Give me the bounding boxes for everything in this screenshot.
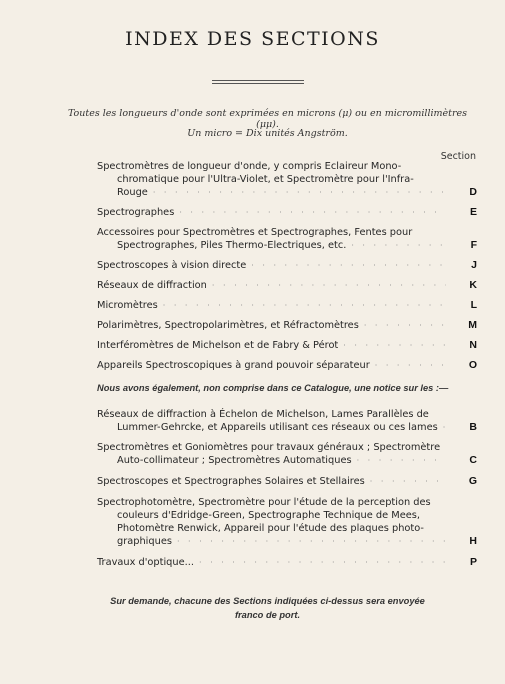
section-letter: O: [468, 359, 477, 371]
entry-text-line: Spectromètres et Goniomètres pour travaux généraux ; Spectromètre: [97, 442, 441, 453]
entry-text-line: Spectroscopes et Spectrographes Solaires et Stellaires: [97, 476, 365, 487]
footer-note: [60, 594, 475, 622]
dot-leader: [357, 454, 446, 467]
index-entry: [97, 259, 477, 272]
section-index-list: [97, 160, 477, 372]
section-letter: K: [469, 279, 477, 291]
index-entry: [97, 206, 477, 219]
footer-line-2: franco de port.: [234, 610, 301, 620]
entry-text-line: Réseaux de diffraction: [97, 280, 207, 291]
units-note: Toutes les longueurs d'onde sont exprimées en microns (μ) ou en micromillimètres (μμ).: [67, 108, 468, 130]
dot-leader: [251, 259, 446, 272]
entry-text-line: Spectroscopes à vision directe: [97, 260, 247, 271]
section-letter: M: [468, 319, 477, 331]
dot-leader: [163, 299, 446, 312]
entry-text-line: couleurs d'Edridge-Green, Spectrographe Technique de Mees,: [117, 510, 420, 521]
dot-leader: [179, 206, 446, 219]
entry-text-line: Travaux d'optique...: [97, 557, 194, 568]
section-letter: G: [468, 475, 477, 487]
index-entry: [97, 475, 477, 488]
section-letter: D: [469, 186, 477, 198]
dot-leader: [177, 535, 446, 548]
entry-text-line: graphiques: [117, 536, 172, 547]
dot-leader: [375, 359, 446, 372]
index-entry: [97, 226, 477, 252]
index-entry: [97, 339, 477, 352]
section-letter: N: [469, 339, 477, 351]
section-letter: B: [469, 421, 477, 433]
section-letter: H: [469, 535, 477, 547]
entry-text-line: Photomètre Renwick, Appareil pour l'étude des plaques photo-: [117, 523, 424, 534]
section-letter: F: [470, 239, 477, 251]
index-entry: [97, 319, 477, 332]
entry-text-line: Spectromètres de longueur d'onde, y compris Eclaireur Mono-: [97, 161, 402, 172]
entry-text-line: Rouge: [117, 187, 148, 198]
dot-leader: [370, 475, 446, 488]
section-letter: C: [469, 454, 477, 466]
entry-text-line: chromatique pour l'Ultra-Violet, et Spectromètre pour l'Infra-: [117, 174, 414, 185]
angstrom-note: Un micro = Dix unités Angström.: [187, 128, 348, 139]
entry-text-line: Polarimètres, Spectropolarimètres, et Réfractomètres: [97, 320, 359, 331]
entry-text-line: Interféromètres de Michelson et de Fabry & Pérot: [97, 340, 339, 351]
dot-leader: [343, 339, 446, 352]
index-entry: [97, 299, 477, 312]
dot-leader: [364, 319, 446, 332]
section-column-header: Section: [440, 151, 476, 162]
entry-text-line: Micromètres: [97, 300, 158, 311]
section-letter: L: [470, 299, 477, 311]
dot-leader: [351, 239, 446, 252]
dot-leader: [443, 421, 446, 434]
index-entry: [97, 279, 477, 292]
index-entry: [97, 441, 477, 467]
entry-text-line: Spectrophotomètre, Spectromètre pour l'étude de la perception des: [97, 497, 431, 508]
section-letter: E: [469, 206, 477, 218]
supplementary-notice: Nous avons également, non comprise dans ce Catalogue, une notice sur les :—: [97, 383, 449, 393]
title-double-rule: [212, 80, 304, 84]
index-entry: [97, 160, 477, 199]
entry-text-line: Spectrographes: [97, 207, 175, 218]
index-entry: [97, 408, 477, 434]
entry-text-line: Accessoires pour Spectromètres et Spectrographes, Fentes pour: [97, 227, 413, 238]
index-entry: [97, 359, 477, 372]
section-letter: P: [469, 556, 477, 568]
dot-leader: [199, 556, 446, 569]
index-entry: [97, 556, 477, 569]
supplementary-section-list: [97, 408, 477, 569]
page-title: INDEX DES SECTIONS: [125, 28, 380, 50]
entry-text-line: Spectrographes, Piles Thermo-Electriques, etc.: [117, 240, 347, 251]
footer-line-1: Sur demande, chacune des Sections indiquées ci-dessus sera envoyée: [110, 596, 425, 606]
entry-text-line: Réseaux de diffraction à Échelon de Michelson, Lames Parallèles de: [97, 409, 429, 420]
entry-text-line: Auto-collimateur ; Spectromètres Automatiques: [117, 455, 352, 466]
dot-leader: [212, 279, 446, 292]
dot-leader: [153, 186, 446, 199]
index-entry: [97, 496, 477, 548]
entry-text-line: Appareils Spectroscopiques à grand pouvoir séparateur: [97, 360, 370, 371]
section-letter: J: [471, 259, 477, 271]
entry-text-line: Lummer-Gehrcke, et Appareils utilisant ces réseaux ou ces lames: [117, 422, 438, 433]
